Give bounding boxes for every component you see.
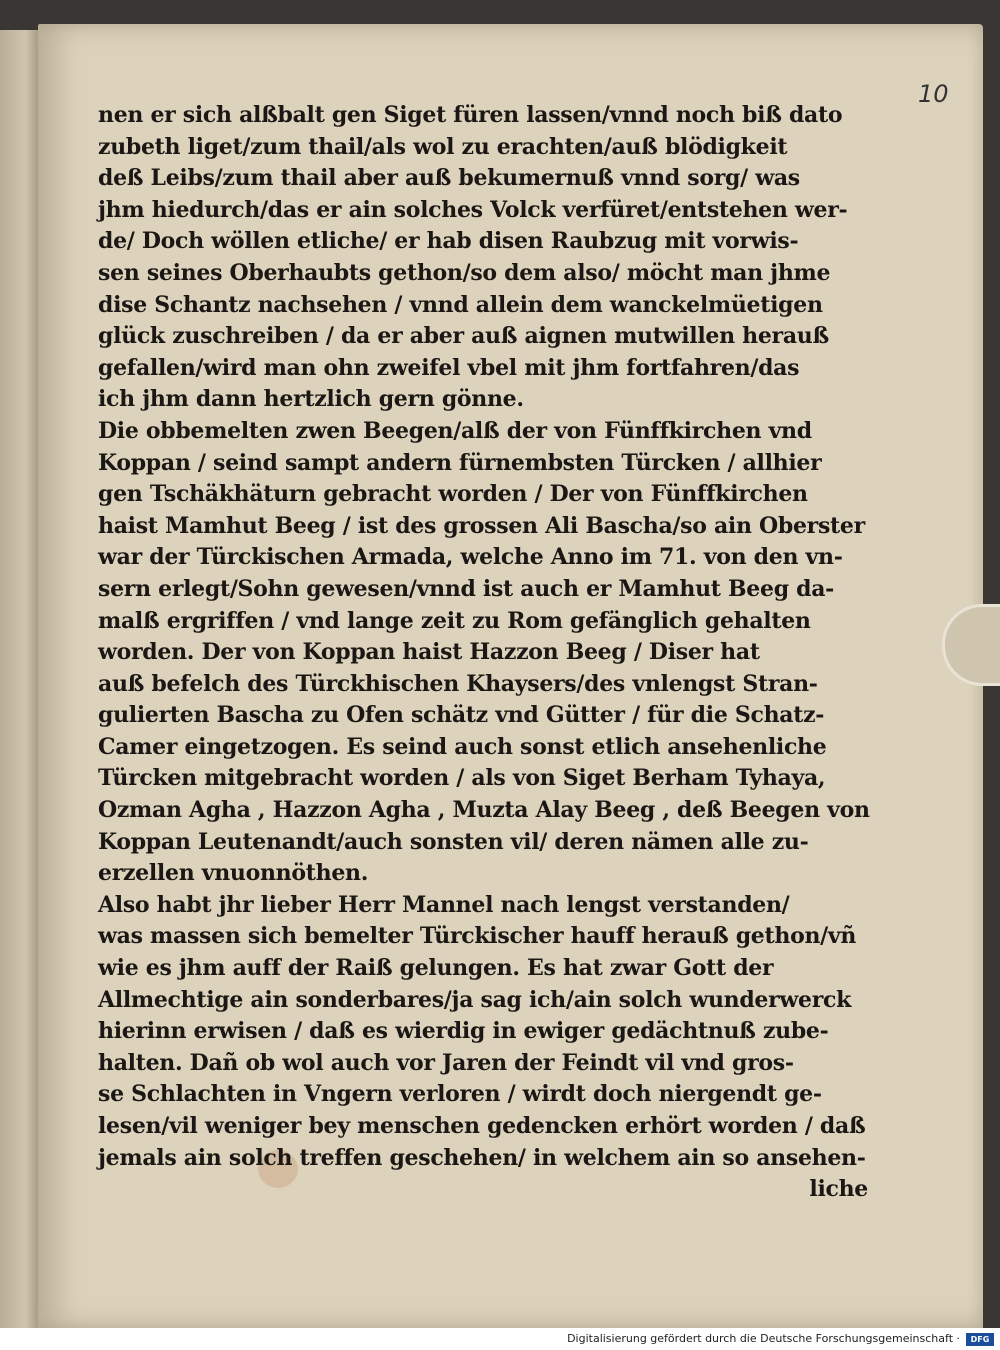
footer	[0, 1328, 1000, 1350]
text-line: hierinn erwisen / daß es wierdig in ewiger gedächtnuß zube-	[98, 1018, 829, 1045]
text-line: auß befelch des Türckhischen Khaysers/des vnlengst Stran-	[98, 670, 818, 697]
text-line: war der Türckischen Armada, welche Anno im 71. von den vn-	[98, 544, 843, 571]
text-line: Koppan Leutenandt/auch sonsten vil/ deren nämen alle zu-	[98, 828, 809, 855]
text-line: se Schlachten in Vngern verloren / wirdt doch niergendt ge-	[98, 1081, 822, 1108]
footer-credit: Digitalisierung gefördert durch die Deutsche Forschungsgemeinschaft ·	[567, 1332, 960, 1345]
text-line: Türcken mitgebracht worden / als von Siget Berham Tyhaya,	[98, 765, 826, 792]
text-line: Die obbemelten zwen Beegen/alß der von Fünffkirchen vnd	[98, 417, 812, 444]
text-line: ich jhm dann hertzlich gern gönne.	[98, 386, 524, 413]
text-line: Also habt jhr lieber Herr Mannel nach lengst verstanden/	[98, 891, 790, 918]
text-line: Koppan / seind sampt andern fürnembsten Türcken / allhier	[98, 449, 822, 476]
text-line: de/ Doch wöllen etliche/ er hab disen Raubzug mit vorwis-	[98, 228, 799, 255]
page-number: 10	[918, 80, 949, 108]
text-line: sen seines Oberhaubts gethon/so dem also/ möcht man jhme	[98, 259, 831, 286]
text-line: worden. Der von Koppan haist Hazzon Beeg / Diser hat	[98, 639, 760, 666]
text-line: sern erlegt/Sohn gewesen/vnnd ist auch er Mamhut Beeg da-	[98, 575, 835, 602]
text-line: jemals ain solch treffen geschehen/ in welchem ain so ansehen-	[98, 1144, 866, 1171]
text-line: glück zuschreiben / da er aber auß aignen mutwillen herauß	[98, 323, 829, 350]
text-line: was massen sich bemelter Türckischer hauff herauß gethon/vñ	[98, 923, 857, 950]
text-line: gen Tschäkhäturn gebracht worden / Der von Fünffkirchen	[98, 481, 808, 508]
text-line: Camer eingetzogen. Es seind auch sonst etlich ansehenliche	[98, 733, 827, 760]
text-line: malß ergriffen / vnd lange zeit zu Rom gefänglich gehalten	[98, 607, 811, 634]
text-line: halten. Dañ ob wol auch vor Jaren der Feindt vil vnd gros-	[98, 1049, 794, 1076]
text-line: deß Leibs/zum thail aber auß bekumernuß vnnd sorg/ was	[98, 165, 800, 192]
text-line: haist Mamhut Beeg / ist des grossen Ali Bascha/so ain Oberster	[98, 512, 865, 539]
dfg-logo-icon: DFG	[966, 1333, 994, 1346]
previous-page-edge	[0, 30, 42, 1328]
text-line: wie es jhm auff der Raiß gelungen. Es hat zwar Gott der	[98, 955, 774, 982]
text-line: gefallen/wird man ohn zweifel vbel mit jhm fortfahren/das	[98, 354, 800, 381]
text-line: jhm hiedurch/das er ain solches Volck verfüret/entstehen wer-	[98, 196, 848, 223]
text-line: liche	[809, 1176, 868, 1203]
text-line: gulierten Bascha zu Ofen schätz vnd Gütter / für die Schatz-	[98, 702, 825, 729]
text-line: Allmechtige ain sonderbares/ja sag ich/ain solch wunderwerck	[98, 986, 852, 1013]
text-line: nen er sich alßbalt gen Siget füren lassen/vnnd noch biß dato	[98, 102, 843, 128]
text-line: dise Schantz nachsehen / vnnd allein dem wanckelmüetigen	[98, 291, 823, 318]
text-line: Ozman Agha , Hazzon Agha , Muzta Alay Beeg , deß Beegen von	[98, 797, 870, 824]
text-line: lesen/vil weniger bey menschen gedencken erhört worden / daß	[98, 1113, 866, 1139]
body-text	[98, 100, 898, 1206]
text-line: zubeth liget/zum thail/als wol zu erachten/auß blödigkeit	[98, 133, 788, 160]
text-line: erzellen vnuonnöthen.	[98, 860, 369, 887]
